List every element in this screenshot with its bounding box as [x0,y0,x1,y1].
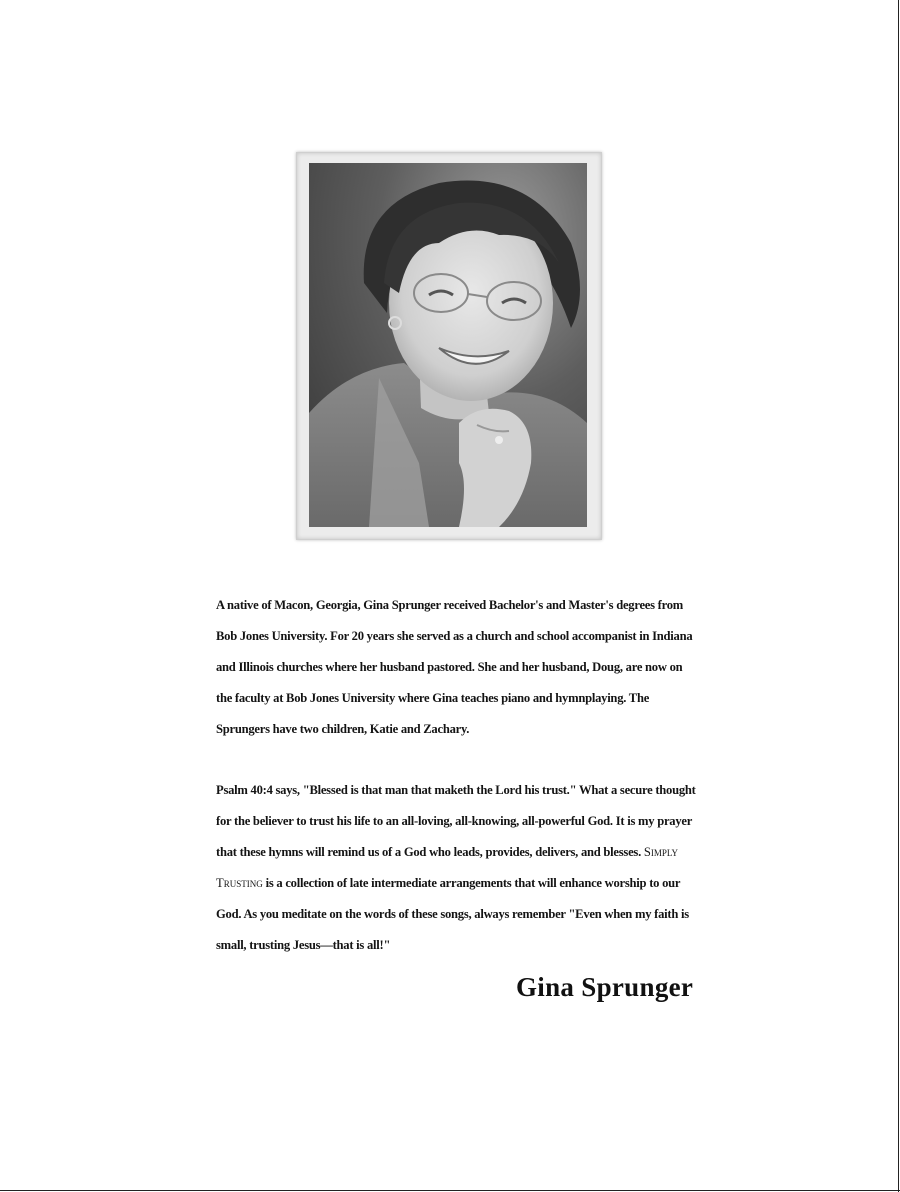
page-edge-bottom [0,1190,900,1191]
author-portrait-photo [309,163,587,527]
photo-frame [296,152,602,540]
bio-paragraph-2-part2: is a collection of late intermediate arrangements that will enhance worship to our God. As you meditate on the words of these songs, always remember "Even when my faith is small, trusting Jesus—that is all!" [216,876,689,952]
page-edge-right [898,0,899,1192]
bio-paragraph-1 [216,590,696,745]
bio-paragraph-2 [216,775,696,961]
portrait-illustration [309,163,587,527]
bio-paragraph-2-text [216,775,696,961]
book-title: Simply Trusting [216,845,678,890]
author-signature: Gina Sprunger [516,972,694,1002]
bio-paragraph-1-text: A native of Macon, Georgia, Gina Sprunger received Bachelor's and Master's degrees from Bob Jones University. For 20 years she served as a church and school accompanist in Indiana and Illinois churches where her husband pastored. She and her husband, Doug, are now on the faculty at Bob Jones University where Gina teaches piano and hymnplaying. The Sprungers have two children, Katie and Zachary. [216,598,693,736]
bio-paragraph-2-part1: Psalm 40:4 says, "Blessed is that man that maketh the Lord his trust." What a secure thought for the believer to trust his life to an all-loving, all-knowing, all-powerful God. It is my prayer that these hymns will remind us of a God who leads, provides, delivers, and blesses. [216,783,696,859]
